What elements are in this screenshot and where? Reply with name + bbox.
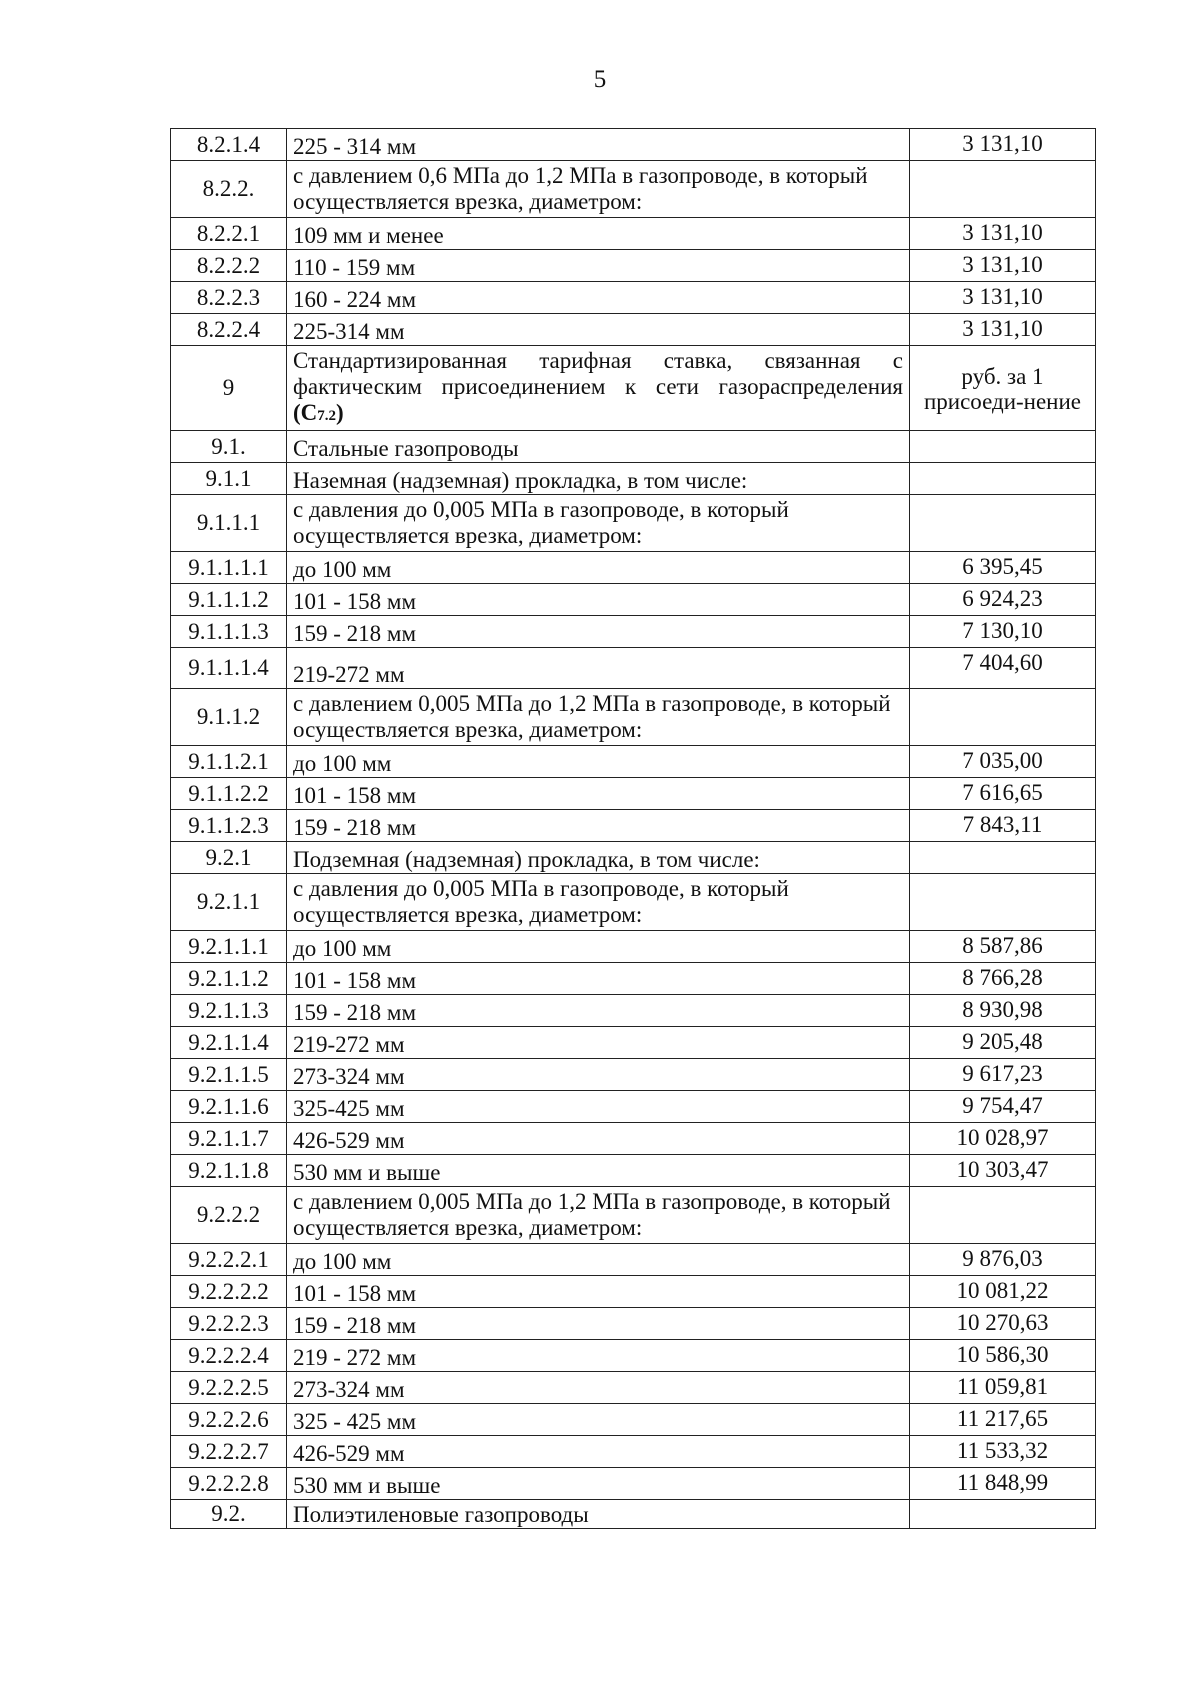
row-description: 426-529 мм	[287, 1436, 910, 1468]
tariff-heading-group	[171, 346, 1096, 431]
row-description: 273-324 мм	[287, 1372, 910, 1404]
row-code: 9.1.1.2	[171, 689, 287, 746]
row-description: с давлением 0,005 МПа до 1,2 МПа в газопроводе, в который осуществляется врезка, диаметром:	[287, 1187, 910, 1244]
row-code: 9.2.1.1.7	[171, 1123, 287, 1155]
table-row	[171, 746, 1096, 778]
row-price	[910, 874, 1096, 931]
table-row	[171, 584, 1096, 616]
table-row	[171, 1308, 1096, 1340]
row-description: 110 - 159 мм	[287, 250, 910, 282]
row-price: 11 848,99	[910, 1468, 1096, 1500]
table-row	[171, 495, 1096, 552]
table-row	[171, 161, 1096, 218]
row-price: 8 587,86	[910, 931, 1096, 963]
row-code: 8.2.2.1	[171, 218, 287, 250]
row-code: 9.2.1.1.4	[171, 1027, 287, 1059]
row-description: 109 мм и менее	[287, 218, 910, 250]
table-row	[171, 778, 1096, 810]
table-row	[171, 282, 1096, 314]
row-code: 9.1.1.1.2	[171, 584, 287, 616]
row-description: 219-272 мм	[287, 648, 910, 689]
row-price: 11 533,32	[910, 1436, 1096, 1468]
row-code: 8.2.2.3	[171, 282, 287, 314]
table-row	[171, 314, 1096, 346]
row-code: 8.2.2.4	[171, 314, 287, 346]
row-description: с давлением 0,6 МПа до 1,2 МПа в газопроводе, в который осуществляется врезка, диаметром:	[287, 161, 910, 218]
row-price: 11 059,81	[910, 1372, 1096, 1404]
table-row	[171, 1123, 1096, 1155]
table-row	[171, 963, 1096, 995]
row-description: 101 - 158 мм	[287, 1276, 910, 1308]
row-price: 10 270,63	[910, 1308, 1096, 1340]
row-description: 225-314 мм	[287, 314, 910, 346]
row-code: 9.2.1.1	[171, 874, 287, 931]
table-row	[171, 129, 1096, 161]
table-row	[171, 1468, 1096, 1500]
heading-description-text: Стандартизированная тарифная ставка, связанная с фактическим присоединением к сети газораспределения	[293, 347, 903, 399]
table-row	[171, 250, 1096, 282]
row-code: 9.1.1.2.1	[171, 746, 287, 778]
row-description: 159 - 218 мм	[287, 995, 910, 1027]
row-description: 219-272 мм	[287, 1027, 910, 1059]
page-number: 5	[593, 66, 607, 93]
row-price	[910, 431, 1096, 463]
row-price: 3 131,10	[910, 129, 1096, 161]
row-code: 9.2.2.2.1	[171, 1244, 287, 1276]
row-code: 9.2.1.1.2	[171, 963, 287, 995]
row-price: 6 924,23	[910, 584, 1096, 616]
table-row	[171, 1500, 1096, 1529]
row-code: 8.2.2.2	[171, 250, 287, 282]
row-unit: руб. за 1 присоеди-нение	[910, 346, 1096, 431]
row-description: Подземная (надземная) прокладка, в том числе:	[287, 842, 910, 874]
table-row	[171, 1244, 1096, 1276]
tariff-rows-before	[171, 129, 1096, 346]
row-price: 10 081,22	[910, 1276, 1096, 1308]
row-description: с давления до 0,005 МПа в газопроводе, в который осуществляется врезка, диаметром:	[287, 495, 910, 552]
tariff-rows-after	[171, 431, 1096, 1529]
row-price: 6 395,45	[910, 552, 1096, 584]
row-price: 7 616,65	[910, 778, 1096, 810]
row-code: 9.1.1.1.1	[171, 552, 287, 584]
row-description: Полиэтиленовые газопроводы	[287, 1500, 910, 1529]
table-row	[171, 1340, 1096, 1372]
row-description: 225 - 314 мм	[287, 129, 910, 161]
row-description: с давления до 0,005 МПа в газопроводе, в который осуществляется врезка, диаметром:	[287, 874, 910, 931]
row-code: 9.2.	[171, 1500, 287, 1529]
row-code: 8.2.1.4	[171, 129, 287, 161]
row-price: 9 617,23	[910, 1059, 1096, 1091]
row-description: 530 мм и выше	[287, 1155, 910, 1187]
row-code: 9.2.1.1.6	[171, 1091, 287, 1123]
row-price: 9 754,47	[910, 1091, 1096, 1123]
row-price: 9 876,03	[910, 1244, 1096, 1276]
row-price	[910, 463, 1096, 495]
row-description: 219 - 272 мм	[287, 1340, 910, 1372]
heading-symbol-subscript: 7.2	[317, 407, 337, 424]
table-row	[171, 1276, 1096, 1308]
table-row	[171, 552, 1096, 584]
row-description: до 100 мм	[287, 746, 910, 778]
row-description: 159 - 218 мм	[287, 1308, 910, 1340]
table-row	[171, 1059, 1096, 1091]
row-price: 7 404,60	[910, 648, 1096, 689]
table-row	[171, 689, 1096, 746]
row-description: 273-324 мм	[287, 1059, 910, 1091]
row-code: 9.2.2.2	[171, 1187, 287, 1244]
row-code: 9.2.2.2.8	[171, 1468, 287, 1500]
row-price	[910, 1187, 1096, 1244]
row-price: 3 131,10	[910, 282, 1096, 314]
row-code: 9.2.2.2.4	[171, 1340, 287, 1372]
row-code: 9.1.1.2.3	[171, 810, 287, 842]
row-description	[287, 346, 910, 431]
table-row	[171, 616, 1096, 648]
row-code: 9.1.	[171, 431, 287, 463]
row-description: 325-425 мм	[287, 1091, 910, 1123]
row-code: 9.1.1.1	[171, 495, 287, 552]
row-description: с давлением 0,005 МПа до 1,2 МПа в газопроводе, в который осуществляется врезка, диаметром:	[287, 689, 910, 746]
row-description: до 100 мм	[287, 552, 910, 584]
row-code: 9.2.2.2.2	[171, 1276, 287, 1308]
row-price: 7 843,11	[910, 810, 1096, 842]
row-price: 7 035,00	[910, 746, 1096, 778]
row-price: 10 586,30	[910, 1340, 1096, 1372]
table-row	[171, 810, 1096, 842]
row-code: 9.2.2.2.6	[171, 1404, 287, 1436]
table-row	[171, 431, 1096, 463]
row-code: 9.2.1.1.8	[171, 1155, 287, 1187]
row-description: 101 - 158 мм	[287, 963, 910, 995]
row-code: 9.2.1.1.1	[171, 931, 287, 963]
row-description: 530 мм и выше	[287, 1468, 910, 1500]
row-code: 9.1.1	[171, 463, 287, 495]
row-price: 10 303,47	[910, 1155, 1096, 1187]
row-price: 11 217,65	[910, 1404, 1096, 1436]
table-row	[171, 1372, 1096, 1404]
row-price: 3 131,10	[910, 250, 1096, 282]
row-price: 3 131,10	[910, 314, 1096, 346]
row-code: 9.2.2.2.3	[171, 1308, 287, 1340]
row-price	[910, 1500, 1096, 1529]
row-description: 159 - 218 мм	[287, 616, 910, 648]
table-row	[171, 648, 1096, 689]
row-price	[910, 495, 1096, 552]
table-row	[171, 1436, 1096, 1468]
table-row	[171, 842, 1096, 874]
row-description: Наземная (надземная) прокладка, в том числе:	[287, 463, 910, 495]
table-row	[171, 218, 1096, 250]
row-code: 9.2.1.1.5	[171, 1059, 287, 1091]
row-code: 8.2.2.	[171, 161, 287, 218]
row-price	[910, 842, 1096, 874]
row-description: 101 - 158 мм	[287, 584, 910, 616]
row-description: до 100 мм	[287, 1244, 910, 1276]
table-row	[171, 874, 1096, 931]
row-description: 159 - 218 мм	[287, 810, 910, 842]
table-row	[171, 1187, 1096, 1244]
tariff-heading-row	[171, 346, 1096, 431]
table-row	[171, 1155, 1096, 1187]
table-row	[171, 463, 1096, 495]
row-price	[910, 689, 1096, 746]
table-row	[171, 1027, 1096, 1059]
row-description: Стальные газопроводы	[287, 431, 910, 463]
row-description: 426-529 мм	[287, 1123, 910, 1155]
row-code: 9.2.1	[171, 842, 287, 874]
row-price	[910, 161, 1096, 218]
row-code: 9.2.2.2.5	[171, 1372, 287, 1404]
row-price: 8 766,28	[910, 963, 1096, 995]
row-price: 3 131,10	[910, 218, 1096, 250]
row-price: 7 130,10	[910, 616, 1096, 648]
row-price: 9 205,48	[910, 1027, 1096, 1059]
row-description: до 100 мм	[287, 931, 910, 963]
table-row	[171, 1091, 1096, 1123]
table-row	[171, 1404, 1096, 1436]
row-code: 9.1.1.1.3	[171, 616, 287, 648]
row-code: 9	[171, 346, 287, 431]
row-description: 325 - 425 мм	[287, 1404, 910, 1436]
table-row	[171, 995, 1096, 1027]
tariff-table	[170, 128, 1096, 1529]
table-row	[171, 931, 1096, 963]
row-code: 9.1.1.1.4	[171, 648, 287, 689]
row-code: 9.1.1.2.2	[171, 778, 287, 810]
row-description: 160 - 224 мм	[287, 282, 910, 314]
row-description: 101 - 158 мм	[287, 778, 910, 810]
row-code: 9.2.1.1.3	[171, 995, 287, 1027]
row-price: 10 028,97	[910, 1123, 1096, 1155]
heading-symbol: (С7.2)	[293, 399, 344, 425]
row-code: 9.2.2.2.7	[171, 1436, 287, 1468]
row-price: 8 930,98	[910, 995, 1096, 1027]
